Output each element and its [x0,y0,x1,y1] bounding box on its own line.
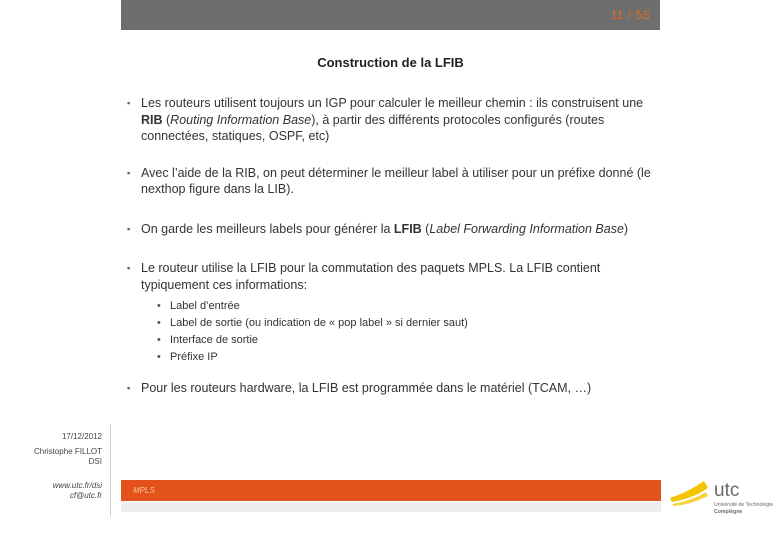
author-name: Christophe FILLOT [33,447,102,456]
footer-bar [121,480,661,501]
bullet-text: ) [623,221,629,236]
sub-bullet-item: • Préfixe IP [157,349,662,366]
bullet-italic-term: Routing Information Base [170,112,312,127]
logo-swoosh [670,481,708,502]
bullet-bold-term: LFIB [393,221,422,236]
bullet-list [127,95,662,397]
author-department: DSI [88,457,102,466]
bullet-hardware: ▪ Pour les routeurs hardware, la LFIB est programmée dans le matériel (TCAM, …) [127,380,662,397]
bullet-italic-term: Label Forwarding Information Base [429,221,624,236]
sub-bullet-item: • Label d’entrée [157,298,662,315]
sub-bullet-item: • Label de sortie (ou indication de « pop label » si dernier saut) [157,315,662,332]
bullet-lfib [127,221,662,238]
logo-line1: Université de Technologie [714,502,774,508]
logo-wordmark: utc [714,480,740,501]
sub-bullet-list [157,298,662,366]
bullet-text: ), à partir des différents protocoles configurés (routes connectées, statiques, OSPF, etc) [141,112,605,143]
utc-logo-icon [668,468,776,518]
bullet-best-label: ▪ Avec l’aide de la RIB, on peut déterminer le meilleur label à utiliser pour un préfixe donné (le nexthop figure dans la LIB). [127,165,662,198]
bullet-rib [127,95,662,145]
sub-bullet-item: • Interface de sortie [157,332,662,349]
footer-label: MPLS [133,486,155,495]
bullet-bold-term: RIB [141,112,163,127]
email-link[interactable]: cf@utc.fr [69,491,102,500]
divider [110,424,111,516]
logo-line2: Compiègne [714,509,743,515]
bullet-text: On garde les meilleurs labels pour générer la [141,221,394,236]
contact-info [53,481,102,501]
slide-date: 17/12/2012 [61,432,102,441]
bullet-text: Le routeur utilise la LFIB pour la commutation des paquets MPLS. La LFIB contient typiquement ces informations: [141,261,601,292]
author-info [34,447,102,467]
footer-stripe [121,502,661,512]
bullet-text: ( [421,221,430,236]
bullet-text: ( [162,112,171,127]
bullet-lfib-usage [127,260,662,366]
bullet-text: Les routeurs utilisent toujours un IGP pour calculer le meilleur chemin : ils construisent une [141,96,644,110]
slide-title: Construction de la LFIB [317,55,464,70]
page-number: 11 / 55 [610,8,650,22]
header-bar [121,0,660,30]
website-link[interactable]: www.utc.fr/dsi [52,481,102,490]
